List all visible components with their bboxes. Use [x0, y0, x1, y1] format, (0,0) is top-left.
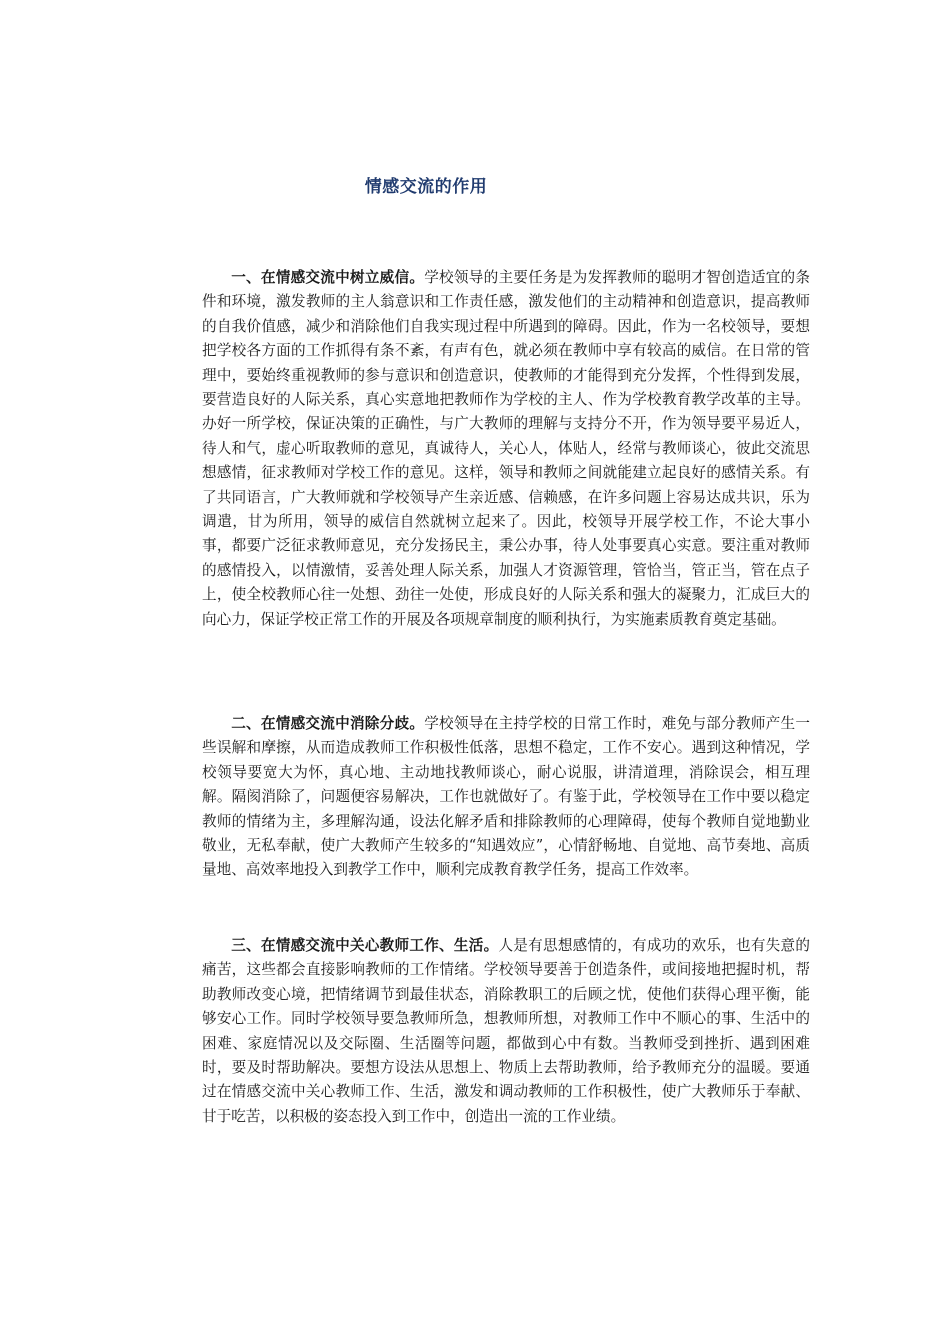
paragraph-1-heading: 一、在情感交流中树立威信。 [231, 269, 425, 286]
paragraph-1-text: 学校领导的主要任务是为发挥教师的聪明才智创造适宜的条件和环境，激发教师的主人翁意识和工作责任感，激发他们的主动精神和创造意识，提高教师的自我价值感，减少和消除他们自我实现过程中所遇到的障碍。因此，作为一名校领导，要想把学校各方面的工作抓得有条不紊，有声有色，就必须在教师中享有较高的威信。在日常的管理中，要始终重视教师的参与意识和创造意识，使教师的才能得到充分发挥，个性得到发展，要营造良好的人际关系，真心实意地把教师作为学校的主人、作为学校教育教学改革的主导。办好一所学校，保证决策的正确性，与广大教师的理解与支持分不开，作为领导要平易近人，待人和气，虚心听取教师的意见，真诚待人，关心人，体贴人，经常与教师谈心，彼此交流思想感情，征求教师对学校工作的意见。这样，领导和教师之间就能建立起良好的感情关系。有了共同语言，广大教师就和学校领导产生亲近感、信赖感，在许多问题上容易达成共识，乐为调遣，甘为所用，领导的威信自然就树立起来了。因此，校领导开展学校工作，不论大事小事，都要广泛征求教师意见，充分发扬民主，秉公办事，待人处事要真心实意。要注重对教师的感情投入，以情激情，妥善处理人际关系，加强人才资源管理，管恰当，管正当，管在点子上，使全校教师心往一处想、劲往一处使，形成良好的人际关系和强大的凝聚力，汇成巨大的向心力，保证学校正常工作的开展及各项规章制度的顺利执行，为实施素质教育奠定基础。 [202, 269, 810, 628]
paragraph-3-text: 人是有思想感情的，有成功的欢乐，也有失意的痛苦，这些都会直接影响教师的工作情绪。学校领导要善于创造条件，或间接地把握时机，帮助教师改变心境，把情绪调节到最佳状态，消除教职工的后顾之忧，使他们获得心理平衡，能够安心工作。同时学校领导要急教师所急，想教师所想，对教师工作中不顺心的事、生活中的困难、家庭情况以及交际圈、生活圈等问题，都做到心中有数。当教师受到挫折、遇到困难时，要及时帮助解决。要想方设法从思想上、物质上去帮助教师，给予教师充分的温暖。要通过在情感交流中关心教师工作、生活，激发和调动教师的工作积极性，使广大教师乐于奉献、甘于吃苦，以积极的姿态投入到工作中，创造出一流的工作业绩。 [202, 937, 810, 1125]
paragraph-2-heading: 二、在情感交流中消除分歧。 [231, 715, 425, 732]
paragraph-3-heading: 三、在情感交流中关心教师工作、生活。 [231, 937, 499, 954]
paragraph-1 [202, 266, 810, 632]
paragraph-2-text: 学校领导在主持学校的日常工作时，难免与部分教师产生一些误解和摩擦，从而造成教师工作积极性低落，思想不稳定，工作不安心。遇到这种情况，学校领导要宽大为怀，真心地、主动地找教师谈心，耐心说服，讲清道理，消除误会，相互理解。隔阂消除了，问题便容易解决，工作也就做好了。有鉴于此，学校领导在工作中要以稳定教师的情绪为主，多理解沟通，设法化解矛盾和排除教师的心理障碍，使每个教师自觉地勤业敬业，无私奉献，使广大教师产生较多的“知遇效应”，心情舒畅地、自觉地、高节奏地、高质量地、高效率地投入到教学工作中，顺利完成教育教学任务，提高工作效率。 [202, 715, 810, 879]
document-title: 情感交流的作用 [364, 177, 488, 197]
paragraph-2 [202, 712, 810, 883]
paragraph-3 [202, 934, 810, 1129]
